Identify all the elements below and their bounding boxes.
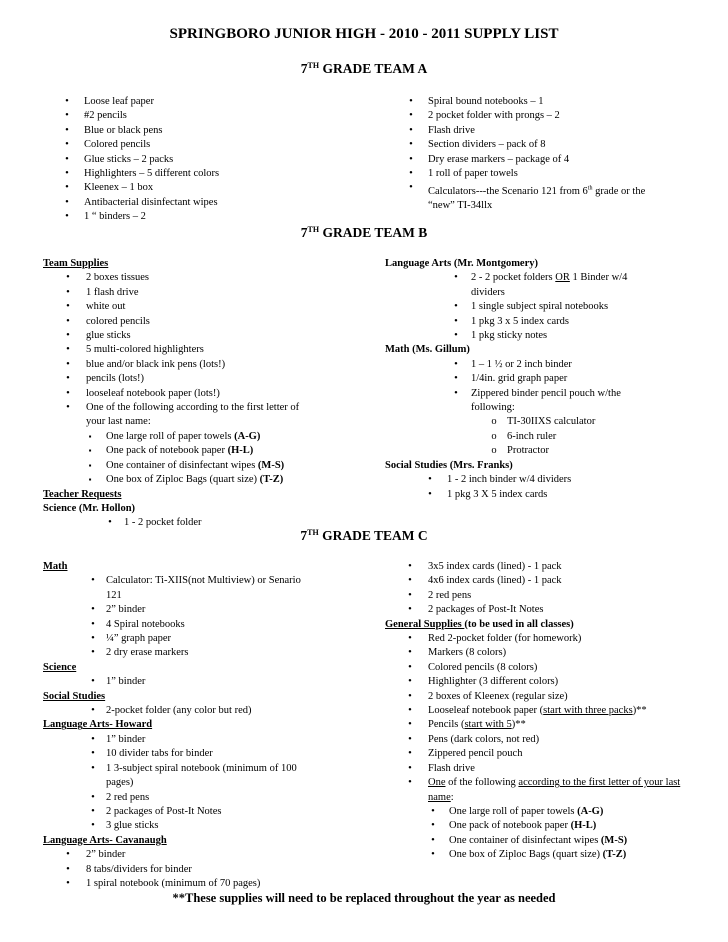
section-heading: Language Arts- Howard	[43, 719, 153, 731]
section-heading: Team Supplies	[43, 258, 109, 269]
letter-range: (H-L)	[570, 820, 597, 832]
bullet-icon: •	[66, 387, 70, 399]
list-item-continuation: name:	[428, 791, 454, 803]
bullet-icon: •	[91, 575, 95, 587]
bullet-icon: •	[431, 834, 435, 846]
list-item	[43, 733, 383, 747]
bullet-icon: •	[408, 690, 412, 702]
list-item: • Calculator: Ti-XIIS(not Multiview) or Senario	[43, 574, 383, 588]
list-item	[43, 358, 383, 372]
list-item: • Looseleaf notebook paper (start with three packs)**	[385, 704, 720, 718]
choice-text: One large roll of paper towels	[106, 430, 235, 442]
list-item: • 1” binder	[43, 675, 383, 689]
list-item-text: Glue sticks – 2 packs	[84, 153, 174, 165]
list-item-text: #2 pencils	[84, 110, 127, 122]
list-item	[43, 805, 383, 819]
bullet-icon: •	[66, 373, 70, 385]
list-item-text: colored pencils	[86, 315, 150, 327]
team-a-heading: 7TH GRADE TEAM A	[300, 61, 428, 76]
list-item	[385, 488, 715, 502]
bullet-icon: •	[91, 733, 95, 745]
list-item-text: Blue or black pens	[84, 124, 163, 136]
list-item-text: Highlighter (3 different colors)	[428, 676, 559, 688]
bullet-icon: •	[66, 272, 70, 284]
list-item	[43, 632, 383, 646]
list-item-text: TI-30IIXS calculator	[507, 416, 596, 428]
list-item	[62, 210, 362, 224]
list-item-text: Flash drive	[428, 762, 475, 774]
bullet-icon: •	[409, 182, 413, 194]
letter-range: (M-S)	[257, 459, 285, 471]
list-item	[62, 167, 362, 181]
bullet-icon: •	[66, 330, 70, 342]
list-item-text: 2 red pens	[428, 589, 472, 601]
bullet-icon: •	[65, 139, 69, 151]
bullet-icon: •	[431, 805, 435, 817]
list-item	[62, 153, 362, 167]
list-item	[43, 877, 383, 891]
team-c-left	[43, 560, 383, 891]
section-heading: Language Arts- Cavanaugh	[43, 834, 167, 846]
list-item	[408, 95, 718, 109]
list-item-text: Flash drive	[428, 124, 475, 136]
square-bullet-icon: ▪	[88, 475, 92, 485]
bullet-icon: •	[431, 820, 435, 832]
list-item-text: Dry erase markers – package of 4	[428, 153, 570, 165]
list-item	[43, 473, 383, 487]
list-item	[385, 358, 715, 372]
list-item	[385, 589, 720, 603]
choice-text: One container of disinfectant wipes	[449, 834, 601, 846]
bullet-icon: •	[454, 315, 458, 327]
list-item	[62, 138, 362, 152]
bullet-icon: •	[91, 618, 95, 630]
bullet-icon: •	[408, 589, 412, 601]
list-item-continuation: your last name:	[86, 416, 151, 428]
list-item-text: Section dividers – pack of 8	[428, 139, 546, 151]
list-item-text	[106, 474, 283, 485]
list-item-text: Loose leaf paper	[84, 96, 154, 107]
list-item-text: Pens (dark colors, not red)	[428, 733, 540, 745]
bullet-icon: •	[108, 517, 112, 529]
list-item	[385, 805, 720, 819]
list-item-text: glue sticks	[86, 330, 131, 342]
list-item-text: 1 spiral notebook (minimum of 70 pages)	[86, 877, 261, 889]
list-item	[43, 848, 383, 862]
list-item-text: 1 roll of paper towels	[428, 168, 518, 180]
bullet-icon: •	[66, 286, 70, 298]
list-item	[408, 109, 718, 123]
list-item-text	[106, 460, 284, 471]
bullet-icon: •	[66, 358, 70, 370]
list-item-text: 2 packages of Post-It Notes	[106, 805, 222, 817]
list-item	[385, 646, 720, 660]
list-item-text	[449, 849, 626, 860]
section-heading: Social Studies	[43, 690, 106, 702]
list-item	[385, 444, 715, 458]
list-item-text: white out	[86, 301, 126, 313]
list-item	[385, 661, 720, 675]
list-item-text	[449, 806, 603, 817]
bullet-icon: •	[65, 168, 69, 180]
list-item-text: 10 divider tabs for binder	[106, 748, 213, 760]
bullet-icon: •	[408, 762, 412, 774]
bullet-icon: •	[454, 387, 458, 399]
list-item	[43, 343, 383, 357]
section-heading: Social Studies (Mrs. Franks)	[385, 459, 513, 471]
bullet-icon: •	[91, 604, 95, 616]
bullet-icon: •	[408, 661, 412, 673]
list-item	[43, 459, 383, 473]
circle-bullet-icon: o	[491, 416, 497, 428]
team-a-left-list	[62, 95, 362, 225]
list-item	[385, 329, 715, 343]
bullet-icon: •	[408, 733, 412, 745]
list-item	[385, 473, 715, 487]
circle-bullet-icon: o	[491, 445, 497, 457]
list-item	[385, 560, 720, 574]
choice-text: One container of disinfectant wipes	[106, 459, 258, 471]
list-item	[43, 618, 383, 632]
bullet-icon: •	[409, 96, 413, 107]
bullet-icon: •	[65, 182, 69, 194]
letter-range: (M-S)	[600, 834, 628, 846]
bullet-icon: •	[66, 849, 70, 861]
bullet-icon: •	[428, 474, 432, 486]
bullet-icon: •	[454, 301, 458, 313]
list-item-text: 2 boxes tissues	[86, 272, 149, 284]
bullet-icon: •	[408, 575, 412, 587]
list-item-continuation: dividers	[471, 286, 505, 298]
list-item-text: Colored pencils	[84, 139, 151, 151]
list-item	[385, 415, 715, 429]
list-item	[385, 690, 720, 704]
list-item-text: 2” binder	[86, 849, 126, 861]
choice-text: One large roll of paper towels	[449, 805, 578, 817]
list-item	[408, 124, 718, 138]
list-item	[385, 733, 720, 747]
list-item	[43, 315, 383, 329]
list-item	[385, 747, 720, 761]
bullet-icon: •	[408, 633, 412, 645]
team-c-heading: 7TH GRADE TEAM C	[300, 528, 428, 543]
list-item-text	[106, 445, 253, 456]
list-item-text: Spiral bound notebooks – 1	[428, 96, 544, 107]
bullet-icon: •	[66, 344, 70, 356]
list-item-text: pencils (lots!)	[86, 373, 145, 385]
bullet-icon: •	[65, 211, 69, 223]
list-item	[43, 271, 383, 285]
list-item-text: Red 2-pocket folder (for homework)	[428, 633, 582, 645]
list-item-text: 1/4in. grid graph paper	[471, 373, 568, 385]
letter-range: (T-Z)	[602, 849, 627, 861]
team-b-right	[385, 257, 715, 502]
list-item: • Pencils (start with 5)**	[385, 718, 720, 732]
page-title: SPRINGBORO JUNIOR HIGH - 2010 - 2011 SUPPLY LIST	[169, 26, 559, 42]
letter-range: (A-G)	[234, 430, 261, 442]
list-item	[43, 372, 383, 386]
list-item	[62, 196, 362, 210]
section-heading: Math (Ms. Gillum)	[385, 344, 470, 356]
list-item	[408, 167, 718, 181]
bullet-icon: •	[91, 633, 95, 645]
list-item	[43, 444, 383, 458]
list-item-continuation: following:	[471, 402, 515, 414]
section-heading: Teacher Requests	[43, 488, 122, 500]
section-heading: Science	[43, 661, 77, 673]
list-item	[385, 315, 715, 329]
team-c-right	[385, 560, 720, 863]
choice-text: One pack of notebook paper	[106, 445, 228, 457]
list-item-continuation: “new” TI-34llx	[428, 200, 493, 212]
list-item-text: Zippered pencil pouch	[428, 748, 523, 760]
bullet-icon: •	[66, 315, 70, 327]
list-item-text: Antibacterial disinfectant wipes	[84, 196, 218, 208]
bullet-icon: •	[454, 272, 458, 284]
list-item	[62, 95, 362, 109]
bullet-icon: •	[409, 110, 413, 122]
list-item	[43, 286, 383, 300]
bullet-icon: •	[409, 153, 413, 165]
bullet-icon: •	[408, 719, 412, 731]
list-item-text: 2 pocket folder with prongs – 2	[428, 110, 560, 122]
bullet-icon: •	[408, 604, 412, 616]
list-item-text: 1 pkg 3 x 5 index cards	[471, 315, 569, 327]
footer-note: **These supplies will need to be replaced throughout the year as needed	[172, 891, 556, 905]
bullet-icon: •	[409, 139, 413, 151]
list-item-text: 1 “ binders – 2	[84, 211, 146, 223]
bullet-icon: •	[65, 110, 69, 122]
list-item-text: 2 red pens	[106, 791, 150, 803]
bullet-icon: •	[91, 647, 95, 659]
list-item	[408, 138, 718, 152]
list-item-text: 4 Spiral notebooks	[106, 618, 185, 630]
bullet-icon: •	[431, 849, 435, 861]
list-item-text: 5 multi-colored highlighters	[86, 344, 204, 356]
list-item-text: Highlighters – 5 different colors	[84, 168, 220, 180]
section-heading: General Supplies (to be used in all classes)	[385, 618, 574, 630]
list-item	[43, 329, 383, 343]
list-item: • 2 - 2 pocket folders OR 1 Binder w/4	[385, 271, 715, 285]
choice-text: One pack of notebook paper	[449, 820, 571, 832]
list-item	[408, 153, 718, 167]
team-a-right-list	[408, 95, 718, 214]
bullet-icon: •	[408, 748, 412, 760]
bullet-icon: •	[428, 488, 432, 500]
list-item	[385, 819, 720, 833]
bullet-icon: •	[408, 647, 412, 659]
list-item-text: 1 – 1 ½ or 2 inch binder	[471, 358, 572, 370]
square-bullet-icon: ▪	[88, 446, 92, 456]
list-item	[385, 675, 720, 689]
list-item-text: Markers (8 colors)	[428, 647, 507, 659]
list-item-text: 2 dry erase markers	[106, 647, 189, 659]
section-heading: Science (Mr. Hollon)	[43, 502, 136, 514]
bullet-icon: •	[408, 676, 412, 688]
list-item-text	[449, 820, 596, 831]
list-item-text: 2” binder	[106, 604, 146, 616]
team-b-heading: 7TH GRADE TEAM B	[300, 225, 428, 240]
list-item: • 2-pocket folder (any color but red)	[43, 704, 383, 718]
bullet-icon: •	[66, 402, 70, 414]
bullet-icon: •	[66, 877, 70, 889]
list-item	[385, 632, 720, 646]
list-item-text	[449, 835, 627, 846]
choice-text: One box of Ziploc Bags (quart size)	[449, 849, 603, 861]
square-bullet-icon: ▪	[88, 431, 92, 441]
list-item-text	[106, 431, 260, 442]
list-item-text: 1” binder	[106, 733, 146, 745]
list-item-text: 3x5 index cards (lined) - 1 pack	[428, 561, 562, 572]
list-item	[43, 747, 383, 761]
choice-text: One box of Ziploc Bags (quart size)	[106, 474, 260, 486]
list-item	[62, 109, 362, 123]
list-item: • 1 3-subject spiral notebook (minimum of 100	[43, 762, 383, 776]
square-bullet-icon: ▪	[88, 460, 92, 470]
list-item	[385, 372, 715, 386]
list-item	[385, 762, 720, 776]
bullet-icon: •	[91, 762, 95, 774]
list-item	[385, 300, 715, 314]
list-item-text: looseleaf notebook paper (lots!)	[86, 387, 220, 399]
list-item: • 1 - 2 pocket folder	[43, 516, 383, 530]
bullet-icon: •	[91, 748, 95, 760]
bullet-icon: •	[65, 153, 69, 165]
bullet-icon: •	[454, 358, 458, 370]
list-item	[43, 300, 383, 314]
list-item	[385, 603, 720, 617]
list-item	[43, 430, 383, 444]
list-item	[62, 124, 362, 138]
list-item: • One of the following according to the first letter of your last	[385, 776, 720, 790]
letter-range: (H-L)	[227, 445, 254, 457]
list-item-text: 1 pkg sticky notes	[471, 330, 548, 342]
bullet-icon: •	[66, 301, 70, 313]
list-item-text: 1 single subject spiral notebooks	[471, 301, 609, 313]
list-item	[43, 387, 383, 401]
list-item-text: blue and/or black ink pens (lots!)	[86, 358, 226, 370]
list-item-text: 2 packages of Post-It Notes	[428, 604, 544, 616]
list-item	[43, 863, 383, 877]
list-item-text: 1 flash drive	[86, 286, 139, 298]
bullet-icon: •	[91, 791, 95, 803]
section-heading: Language Arts (Mr. Montgomery)	[385, 258, 539, 269]
list-item-text: 2 boxes of Kleenex (regular size)	[428, 690, 568, 702]
list-item-text: 1 - 2 inch binder w/4 dividers	[447, 474, 572, 486]
letter-range: (T-Z)	[259, 474, 284, 486]
list-item	[43, 791, 383, 805]
bullet-icon: •	[409, 168, 413, 180]
list-item-text: 1 pkg 3 X 5 index cards	[447, 488, 548, 500]
bullet-icon: •	[408, 561, 412, 572]
list-item: • One of the following according to the first letter of	[43, 401, 383, 415]
list-item	[385, 834, 720, 848]
list-item-text: Kleenex – 1 box	[84, 182, 154, 194]
letter-range: (A-G)	[577, 805, 604, 817]
bullet-icon: •	[409, 124, 413, 136]
bullet-icon: •	[65, 96, 69, 107]
list-item-text: 8 tabs/dividers for binder	[86, 863, 192, 875]
bullet-icon: •	[91, 705, 95, 717]
list-item-continuation: pages)	[106, 777, 134, 789]
bullet-icon: •	[65, 196, 69, 208]
team-b-left	[43, 257, 383, 531]
list-item	[62, 181, 362, 195]
bullet-icon: •	[408, 705, 412, 717]
list-item	[43, 646, 383, 660]
bullet-icon: •	[91, 805, 95, 817]
list-item-text: 6-inch ruler	[507, 430, 557, 442]
list-item	[43, 819, 383, 833]
list-item-text: ¼” graph paper	[106, 633, 172, 645]
list-item-text: 4x6 index cards (lined) - 1 pack	[428, 575, 562, 587]
list-item-continuation: 121	[106, 589, 122, 601]
circle-bullet-icon: o	[491, 430, 497, 442]
list-item: • Calculators---the Scenario 121 from 6th grade or the	[408, 181, 718, 199]
list-item-text: Protractor	[507, 445, 549, 457]
list-item-text: 3 glue sticks	[106, 820, 159, 832]
list-item	[43, 603, 383, 617]
bullet-icon: •	[454, 373, 458, 385]
bullet-icon: •	[65, 124, 69, 136]
list-item-text: Colored pencils (8 colors)	[428, 661, 538, 673]
bullet-icon: •	[91, 820, 95, 832]
bullet-icon: •	[454, 330, 458, 342]
list-item	[385, 848, 720, 862]
list-item	[385, 430, 715, 444]
section-heading: Math	[43, 561, 68, 572]
bullet-icon: •	[91, 676, 95, 688]
list-item: • Zippered binder pencil pouch w/the	[385, 387, 715, 401]
bullet-icon: •	[408, 777, 412, 789]
bullet-icon: •	[66, 863, 70, 875]
list-item	[385, 574, 720, 588]
